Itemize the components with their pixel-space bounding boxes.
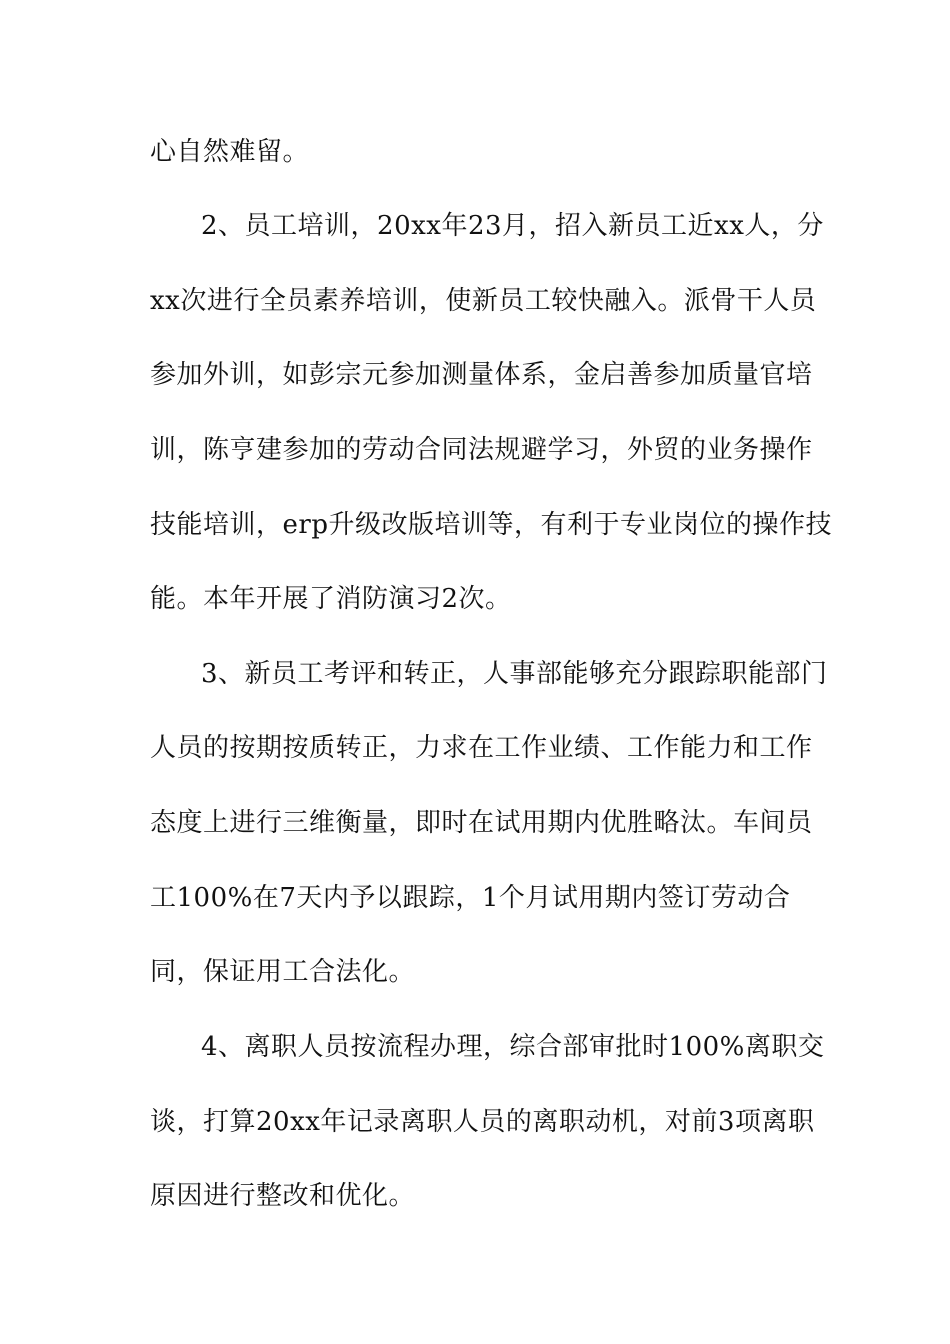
text-line: 谈，打算20xx年记录离职人员的离职动机，对前3项离职 <box>150 1107 815 1137</box>
text-line: 参加外训，如彭宗元参加测量体系，金启善参加质量官培 <box>150 360 813 390</box>
paragraph-4-start: 4、离职人员按流程办理，综合部审批时100%离职交 <box>201 1032 825 1062</box>
text-line: 技能培训，erp升级改版培训等，有利于专业岗位的操作技 <box>150 510 832 540</box>
text-line: 训，陈亨建参加的劳动合同法规避学习，外贸的业务操作 <box>150 435 813 465</box>
text-line: 工100%在7天内予以跟踪，1个月试用期内签订劳动合 <box>150 883 791 913</box>
paragraph-3-start: 3、新员工考评和转正，人事部能够充分跟踪职能部门 <box>201 659 828 689</box>
paragraph-2-start: 2、员工培训，20xx年23月，招入新员工近xx人，分 <box>201 211 824 241</box>
text-line: 人员的按期按质转正，力求在工作业绩、工作能力和工作 <box>150 733 813 763</box>
text-line: 能。本年开展了消防演习2次。 <box>150 584 512 614</box>
text-line: 原因进行整改和优化。 <box>150 1181 416 1211</box>
text-line: 态度上进行三维衡量，即时在试用期内优胜略汰。车间员 <box>150 808 813 838</box>
text-line: 心自然难留。 <box>150 137 310 167</box>
text-line: 同，保证用工合法化。 <box>150 957 416 987</box>
text-line: xx次进行全员素养培训，使新员工较快融入。派骨干人员 <box>150 286 817 316</box>
